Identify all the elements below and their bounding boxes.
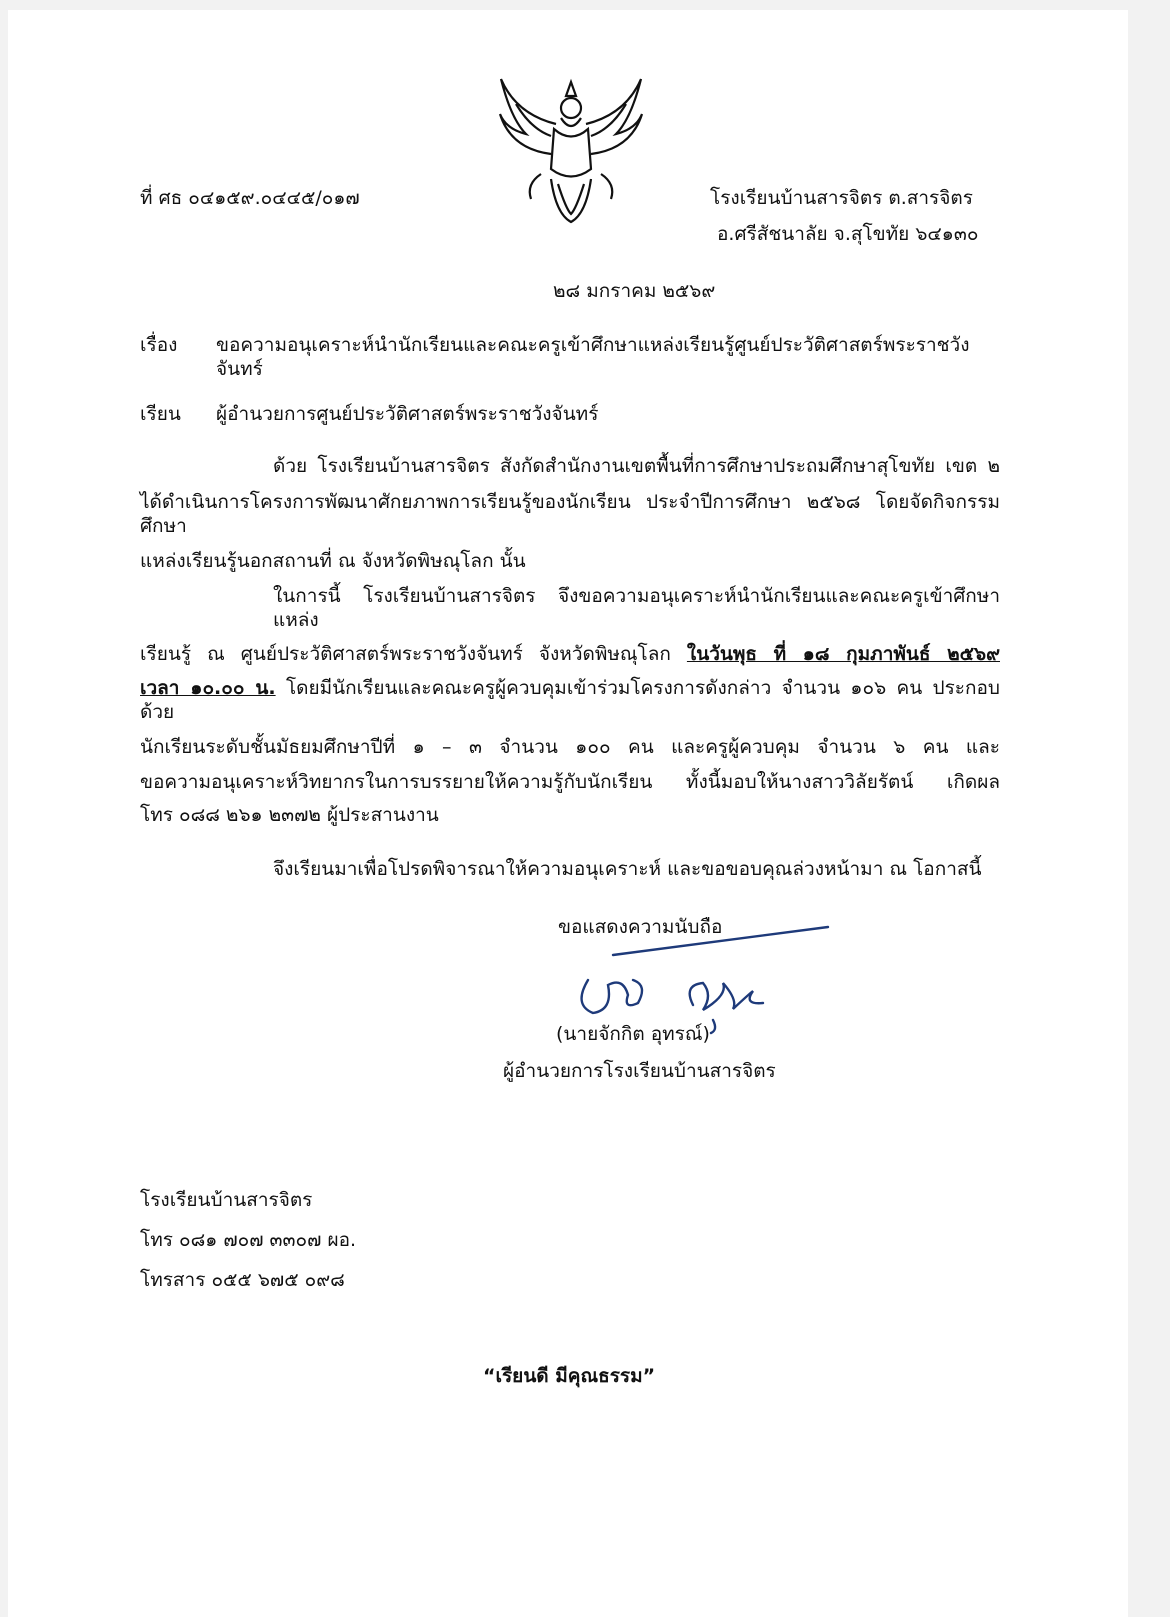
body-line: [140, 642, 1000, 666]
letter-page: [8, 10, 1128, 1617]
recipient-row: [140, 402, 1000, 426]
footer-phone: โทร ๐๘๑ ๗๐๗ ๓๓๐๗ ผอ.: [140, 1229, 357, 1251]
visit-time-highlight: เวลา ๑๐.๐๐ น.: [140, 677, 276, 699]
footer-organization: โรงเรียนบ้านสารจิตร: [140, 1189, 313, 1211]
body-text: เรียนรู้ ณ ศูนย์ประวัติศาสตร์พระราชวังจันทร์ จังหวัดพิษณุโลก: [140, 643, 687, 665]
body-line: [140, 676, 1000, 724]
salutation: ขอแสดงความนับถือ: [558, 916, 723, 938]
sender-address: [710, 186, 1000, 246]
letter-body: [140, 454, 1000, 881]
subject-row: [140, 333, 1000, 381]
signatory-position: ผู้อำนวยการโรงเรียนบ้านสารจิตร: [503, 1060, 776, 1082]
closing-line: จึงเรียนมาเพื่อโปรดพิจารณาให้ความอนุเคราะห์ และขอขอบคุณล่วงหน้ามา ณ โอกาสนี้: [273, 858, 982, 880]
letter-header: [140, 186, 1000, 246]
handwritten-signature-icon: [553, 925, 843, 1035]
body-line: นักเรียนระดับชั้นมัธยมศึกษาปีที่ ๑ – ๓ จำนวน ๑๐๐ คน และครูผู้ควบคุม จำนวน ๖ คน และ: [140, 736, 1000, 758]
reference-block: [140, 186, 710, 210]
sender-address-line2: อ.ศรีสัชนาลัย จ.สุโขทัย ๖๔๑๓๐: [717, 223, 979, 245]
signature-block: [503, 915, 998, 1083]
recipient-text: ผู้อำนวยการศูนย์ประวัติศาสตร์พระราชวังจันทร์: [216, 403, 599, 425]
body-line: ขอความอนุเคราะห์วิทยากรในการบรรยายให้ความรู้กับนักเรียน ทั้งนี้มอบให้นางสาววิลัยรัตน์ เกิดผล: [140, 771, 1000, 793]
body-line: โทร ๐๘๘ ๒๖๑ ๒๓๗๒ ผู้ประสานงาน: [140, 804, 439, 826]
signatory-name: (นายจักกิต อุทรณ์): [556, 1023, 710, 1045]
body-text: โดยมีนักเรียนและคณะครูผู้ควบคุมเข้าร่วมโครงการดังกล่าว จำนวน ๑๐๖ คน ประกอบด้วย: [140, 677, 1000, 723]
subject-label: เรื่อง: [140, 334, 178, 356]
letter-footer: [140, 1188, 1000, 1388]
body-line: ในการนี้ โรงเรียนบ้านสารจิตร จึงขอความอนุเคราะห์นำนักเรียนและคณะครูเข้าศึกษาแหล่ง: [273, 585, 1000, 631]
subject-text: ขอความอนุเคราะห์นำนักเรียนและคณะครูเข้าศึกษาแหล่งเรียนรู้ศูนย์ประวัติศาสตร์พระราชวังจันทร์: [216, 334, 970, 380]
letter-date: ๒๘ มกราคม ๒๕๖๙: [553, 280, 716, 302]
visit-date-highlight: ในวันพุธ ที่ ๑๘ กุมภาพันธ์ ๒๕๖๙: [686, 643, 1000, 665]
school-motto: “เรียนดี มีคุณธรรม”: [483, 1365, 656, 1387]
reference-number: ที่ ศธ ๐๔๑๕๙.๐๔๔๕/๐๑๗: [140, 187, 360, 209]
recipient-label: เรียน: [140, 403, 181, 425]
body-line: ด้วย โรงเรียนบ้านสารจิตร สังกัดสำนักงานเขตพื้นที่การศึกษาประถมศึกษาสุโขทัย เขต ๒: [273, 455, 1000, 477]
body-line: แหล่งเรียนรู้นอกสถานที่ ณ จังหวัดพิษณุโลก นั้น: [140, 550, 526, 572]
body-line: ได้ดำเนินการโครงการพัฒนาศักยภาพการเรียนรู้ของนักเรียน ประจำปีการศึกษา ๒๕๖๘ โดยจัดกิจกรรมศึกษา: [140, 491, 1000, 537]
sender-address-line1: โรงเรียนบ้านสารจิตร ต.สารจิตร: [710, 187, 973, 209]
letter-content: [140, 10, 1000, 1388]
footer-fax: โทรสาร ๐๕๕ ๖๗๕ ๐๙๘: [140, 1269, 345, 1291]
